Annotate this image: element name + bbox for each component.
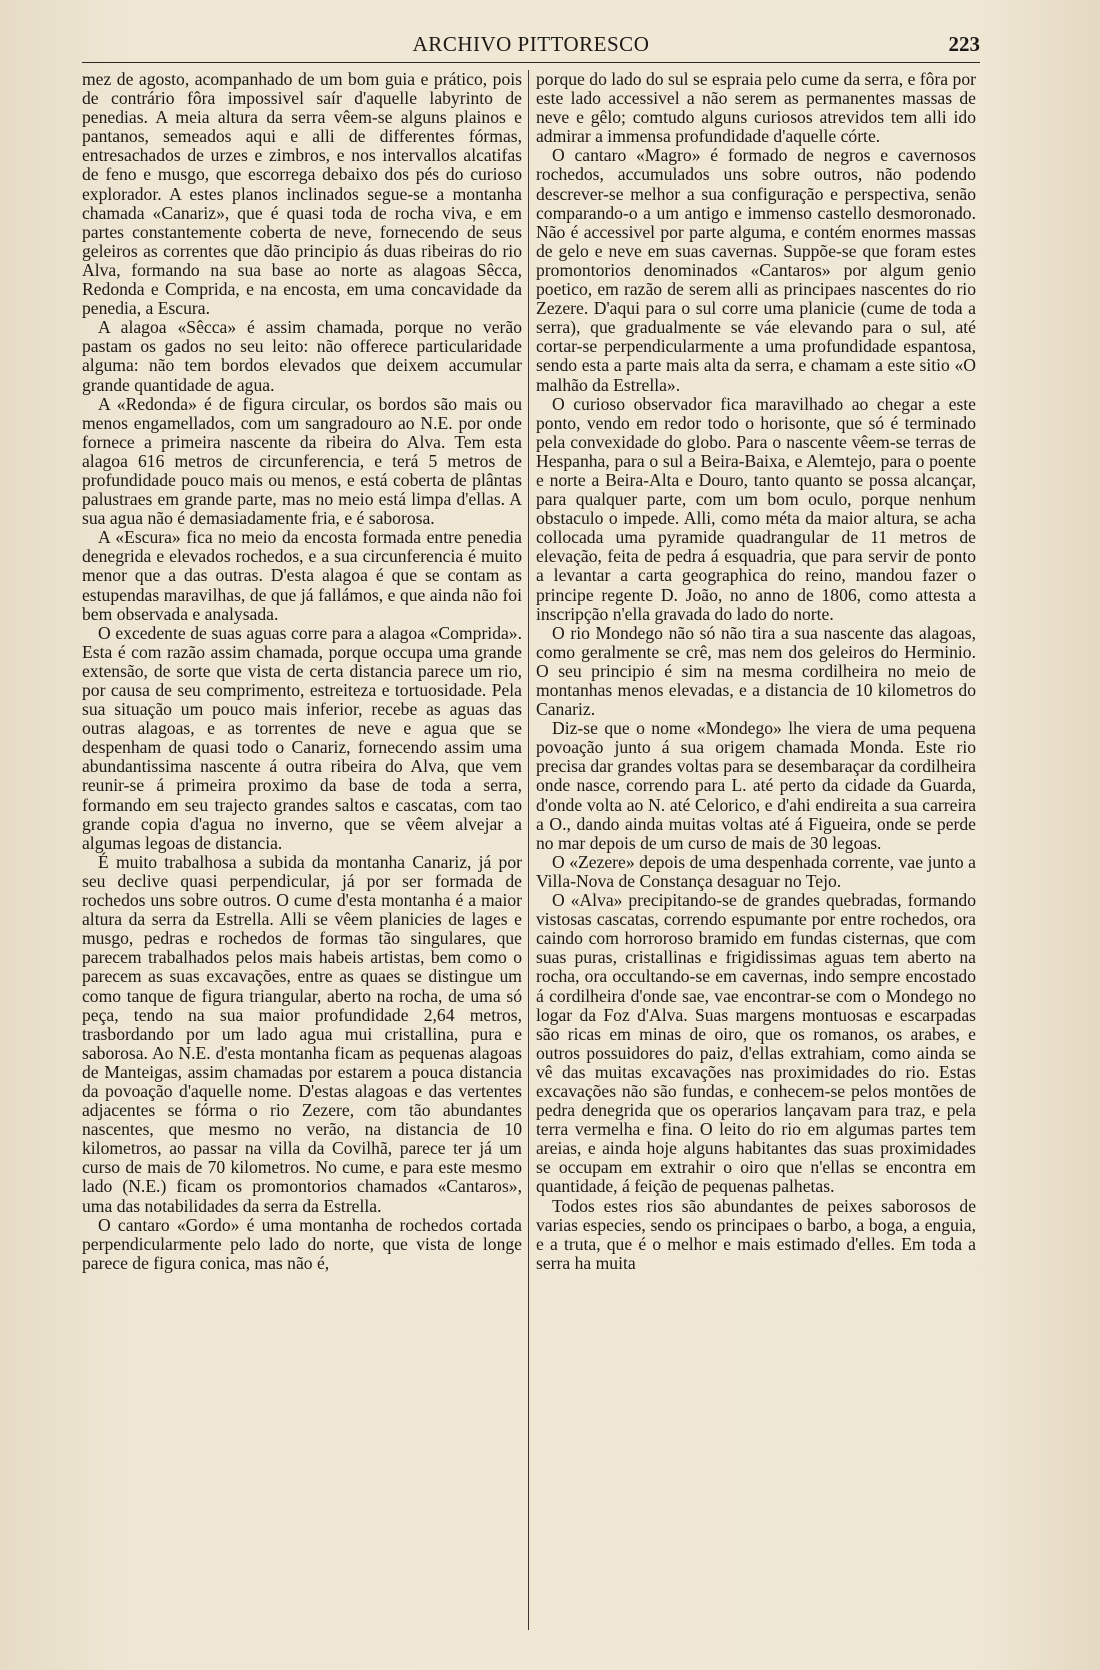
paragraph: O curioso observador fica maravilhado ao chegar a este ponto, vendo em redor todo o horisonte, que só é terminado pela convexidade do globo. Para o nascente vêem-se terras de Hespanha, para o sul a Beira-Baixa, e Alemtejo, para o poente e norte a Beira-Alta e Douro, tanto quanto se possa alcançar, para qualquer parte, com um bom oculo, porque nenhum obstaculo o impede. Alli, como méta da maior altura, se acha collocada uma pyramide quadrangular de 11 metros de elevação, feita de pedra á esquadria, que para servir de ponto a levantar a carta geographica do reino, mandou fazer o principe regente D. João, no anno de 1806, como attesta a inscripção n'ella gravada do lado do norte. [536,393,976,624]
paragraph: A «Escura» fica no meio da encosta formada entre penedia denegrida e elevados rochedos, e a sua circunferencia é muito menor que a das outras. D'esta alagoa é que se contam as estupendas maravilhas, de que já fallámos, e que ainda não foi bem observada e analysada. [82,527,522,624]
page-number: 223 [948,32,980,56]
right-column [536,70,976,1640]
paragraph: O rio Mondego não só não tira a sua nascente das alagoas, como geralmente se crê, mas nem dos geleiros do Herminio. O seu principio é sim na mesma cordilheira no meio de montanhas menos elevadas, e a distancia de 10 kilometros do Canariz. [536,622,976,720]
paragraph: A «Redonda» é de figura circular, os bordos são mais ou menos engamellados, com um sangradouro ao N.E. por onde fornece a primeira nascente da ribeira do Alva. Tem esta alagoa 616 metros de circunferencia, e terá 5 metros de profundidade pouco mais ou menos, e está coberta de plântas palustraes em grande parte, mas no meio está limpa d'ellas. A sua agua não é demasiadamente fria, e é saborosa. [82,393,522,529]
paragraph: A alagoa «Sêcca» é assim chamada, porque no verão pastam os gados no seu leito: não offerece particularidade alguma: não tem bordos elevados que deixem accumular grande quantidade de agua. [82,317,522,395]
paragraph: É muito trabalhosa a subida da montanha Canariz, já por seu declive quasi perpendicular, já por ser formada de rochedos uns sobre outros. O cume d'esta montanha é a maior altura da serra da Estrella. Alli se vêem planicies de lages e musgo, pedras e rochedos de formas tão singulares, que parecem trabalhados pelos mais habeis artistas, bem como o parecem as suas excavações, entre as quaes se distingue um como tanque de figura triangular, aberto na rocha, de uma só peça, tendo na sua maior profundidade 2,64 metros, trasbordando por um lado agua mui cristallina, pura e saborosa. Ao N.E. d'esta montanha ficam as pequenas alagoas de Manteigas, assim chamadas por estarem a pouca distancia da povoação d'aquelle nome. D'estas alagoas e das vertentes adjacentes se fórma o rio Zezere, com tão abundantes nascentes, que mesmo no verão, na distancia de 10 kilometros, ao passar na villa da Covilhã, parece ter já um curso de mais de 70 kilometros. No cume, e para este mesmo lado (N.E.) ficam os promontorios chamados «Cantaros», uma das notabilidades da serra da Estrella. [82,851,522,1216]
paragraph: O cantaro «Gordo» é uma montanha de rochedos cortada perpendicularmente pelo lado do norte, que vista de longe parece de figura conica, mas não é, [82,1214,522,1273]
header-rule [82,62,980,63]
running-title: ARCHIVO PITTORESCO [412,32,650,56]
paragraph: Todos estes rios são abundantes de peixes saborosos de varias especies, sendo os principaes o barbo, a boga, a enguia, e a truta, que é o melhor e mais estimado d'elles. Em toda a serra ha muita [536,1195,976,1273]
paragraph: mez de agosto, acompanhado de um bom guia e prático, pois de contrário fôra impossivel saír d'aquelle labyrinto de penedias. A meia altura da serra vêem-se alguns plainos e pantanos, semeados aqui e alli de differentes fórmas, entresachados de urzes e zimbros, e nos intervallos alcatifas de feno e musgo, que escorrega debaixo dos pés do curioso explorador. A estes planos inclinados segue-se a montanha chamada «Canariz», que é quasi toda de rocha viva, e em partes constantemente coberta de neve, fornecendo de seus geleiros as correntes que dão principio ás duas ribeiras do rio Alva, formando na sua base ao norte as alagoas Sêcca, Redonda e Comprida, e na encosta, em uma concavidade da penedia, a Escura. [82,70,522,319]
paragraph: Diz-se que o nome «Mondego» lhe viera de uma pequena povoação junto á sua origem chamada Monda. Este rio precisa dar grandes voltas para se desembaraçar da cordilheira onde nasce, correndo para L. até perto da cidade da Guarda, d'onde volta ao N. até Celorico, e d'ahi endireita a sua carreira a O., dando ainda muitas voltas até á Figueira, onde se perde no mar depois de um curso de mais de 30 legoas. [536,718,976,853]
paragraph: O excedente de suas aguas corre para a alagoa «Comprida». Esta é com razão assim chamada, porque occupa uma grande extensão, de sorte que vista de certa distancia parece um rio, por causa de seu comprimento, estreiteza e tortuosidade. Pela sua situação um pouco mais inferior, recebe as aguas das outras alagoas, e as torrentes de neve e agua que se despenham de quasi todo o Canariz, fornecendo assim uma abundantissima nascente á outra ribeira do Alva, que vem reunir-se á primeira proximo da base de toda a serra, formando em seu trajecto grandes saltos e cascatas, com tao grande copia d'agua no inverno, que se vêem alvejar a algumas legoas de distancia. [82,622,522,853]
paragraph: O cantaro «Magro» é formado de negros e cavernosos rochedos, accumulados uns sobre outros, não podendo descrever-se melhor a sua configuração e perspectiva, senão comparando-o a um antigo e immenso castello desmoronado. Não é accessivel por parte alguma, e contém enormes massas de gelo e neve em suas cavernas. Suppõe-se que foram estes promontorios denominados «Cantaros» por algum genio poetico, em razão de serem alli as principaes nascentes do rio Zezere. D'aqui para o sul corre uma planicie (cume de toda a serra), que gradualmente se váe elevando para o sul, até cortar-se perpendicularmente a uma profundidade espantosa, sendo esta a parte mais alta da serra, e chamam a este sitio «O malhão da Estrella». [536,145,976,395]
page-header [82,32,980,58]
paragraph: O «Zezere» depois de uma despenhada corrente, vae junto a Villa-Nova de Constança desaguar no Tejo. [536,851,976,891]
paragraph: O «Alva» precipitando-se de grandes quebradas, formando vistosas cascatas, correndo espumante por entre rochedos, ora caindo com horroroso bramido em fundas cisternas, que com suas puras, cristallinas e frigidissimas aguas tem aberto na rocha, ora occultando-se em cavernas, indo sempre encostado á cordilheira d'onde sae, vae encontrar-se com o Mondego no logar da Foz d'Alva. Suas margens montuosas e escarpadas são ricas em minas de oiro, que os romanos, os arabes, e outros possuidores do paiz, d'ellas extrahiam, como ainda se vê das muitas excavações nas proximidades do rio. Estas excavações não são fundas, e conhecem-se pelos montões de pedra denegrida que os operarios lançavam para traz, e pela terra vermelha e fina. O leito do rio em algumas partes tem areias, e ainda hoje alguns habitantes das suas proximidades se occupam em extrahir o oiro que n'ellas se encontra em quantidade, á feição de pequenas palhetas. [536,890,976,1197]
left-column [82,70,522,1640]
paragraph: porque do lado do sul se espraia pelo cume da serra, e fôra por este lado accessivel a não serem as permanentes massas de neve e gêlo; comtudo alguns curiosos atrevidos tem alli ido admirar a immensa profundidade d'aquelle córte. [536,70,976,147]
column-divider [528,70,529,1630]
